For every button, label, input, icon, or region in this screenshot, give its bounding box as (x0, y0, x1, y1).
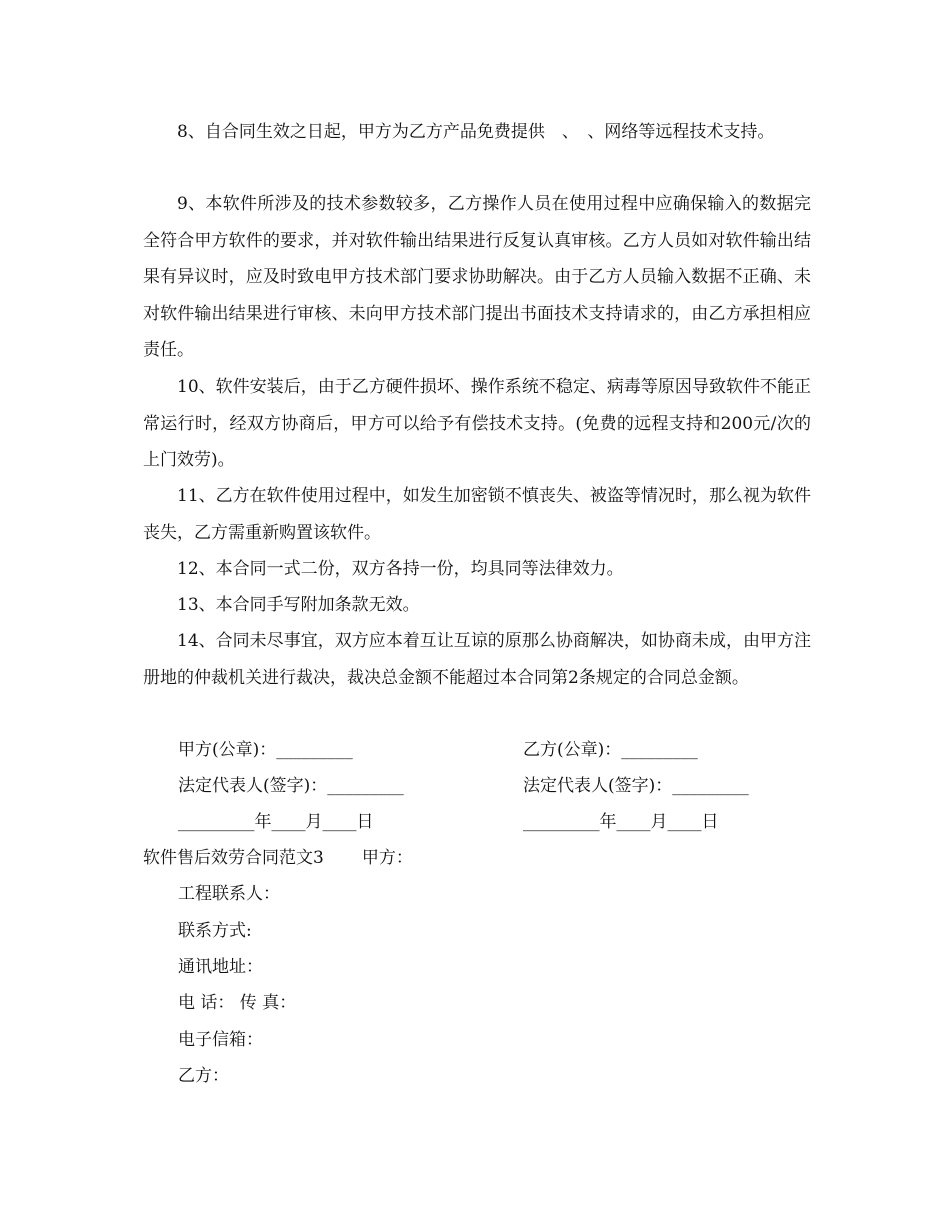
party-a-date-line: _________年____月____日 (178, 812, 374, 832)
section-title: 软件售后效劳合同范文3 (143, 848, 324, 868)
section-heading-row (143, 846, 413, 870)
project-contact-field: 工程联系人： (178, 884, 280, 904)
party-b-seal-line: 乙方(公章)：_________ (523, 740, 698, 760)
clause-11: 11、乙方在软件使用过程中，如发生加密锁不慎丧失、被盗等情况时，那么视为软件丧失，乙方需重新购置该软件。 (143, 486, 811, 543)
clause-8: 8、自合同生效之日起，甲方为乙方产品免费提供 、 、网络等远程技术支持。 (177, 122, 775, 142)
clause-9: 9、本软件所涉及的技术参数较多，乙方操作人员在使用过程中应确保输入的数据完全符合甲方软件的要求，并对软件输出结果进行反复认真审核。乙方人员如对软件输出结果有异议时，应及时致电甲方技术部门要求协助解决。由于乙方人员输入数据不正确、未对软件输出结果进行审核、未向甲方技术部门提出书面技术支持请求的，由乙方承担相应责任。 (143, 194, 811, 360)
party-a-representative-line: 法定代表人(签字)：_________ (178, 776, 404, 796)
party-b-date-line: _________年____月____日 (523, 812, 719, 832)
party-a-seal-line: 甲方(公章)：_________ (178, 740, 353, 760)
party-b-representative-line: 法定代表人(签字)：_________ (523, 776, 749, 796)
clause-12: 12、本合同一式二份，双方各持一份，均具同等法律效力。 (177, 559, 624, 579)
phone-fax-field: 电 话： 传 真： (178, 993, 297, 1013)
contact-method-field: 联系方式: (178, 921, 252, 941)
mailing-address-field: 通讯地址： (178, 957, 263, 977)
email-field: 电子信箱： (178, 1030, 263, 1050)
party-a-label: 甲方： (361, 848, 413, 868)
clause-10: 10、软件安装后，由于乙方硬件损坏、操作系统不稳定、病毒等原因导致软件不能正常运行时，经双方协商后，甲方可以给予有偿技术支持。(免费的远程支持和200元/次的上门效劳)。 (143, 377, 811, 470)
clause-13: 13、本合同手写附加条款无效。 (177, 595, 420, 615)
party-b-label: 乙方： (178, 1066, 229, 1086)
clause-14: 14、合同未尽事宜，双方应本着互让互谅的原那么协商解决，如协商未成，由甲方注册地的仲裁机关进行裁决，裁决总金额不能超过本合同第2条规定的合同总金额。 (143, 631, 811, 688)
